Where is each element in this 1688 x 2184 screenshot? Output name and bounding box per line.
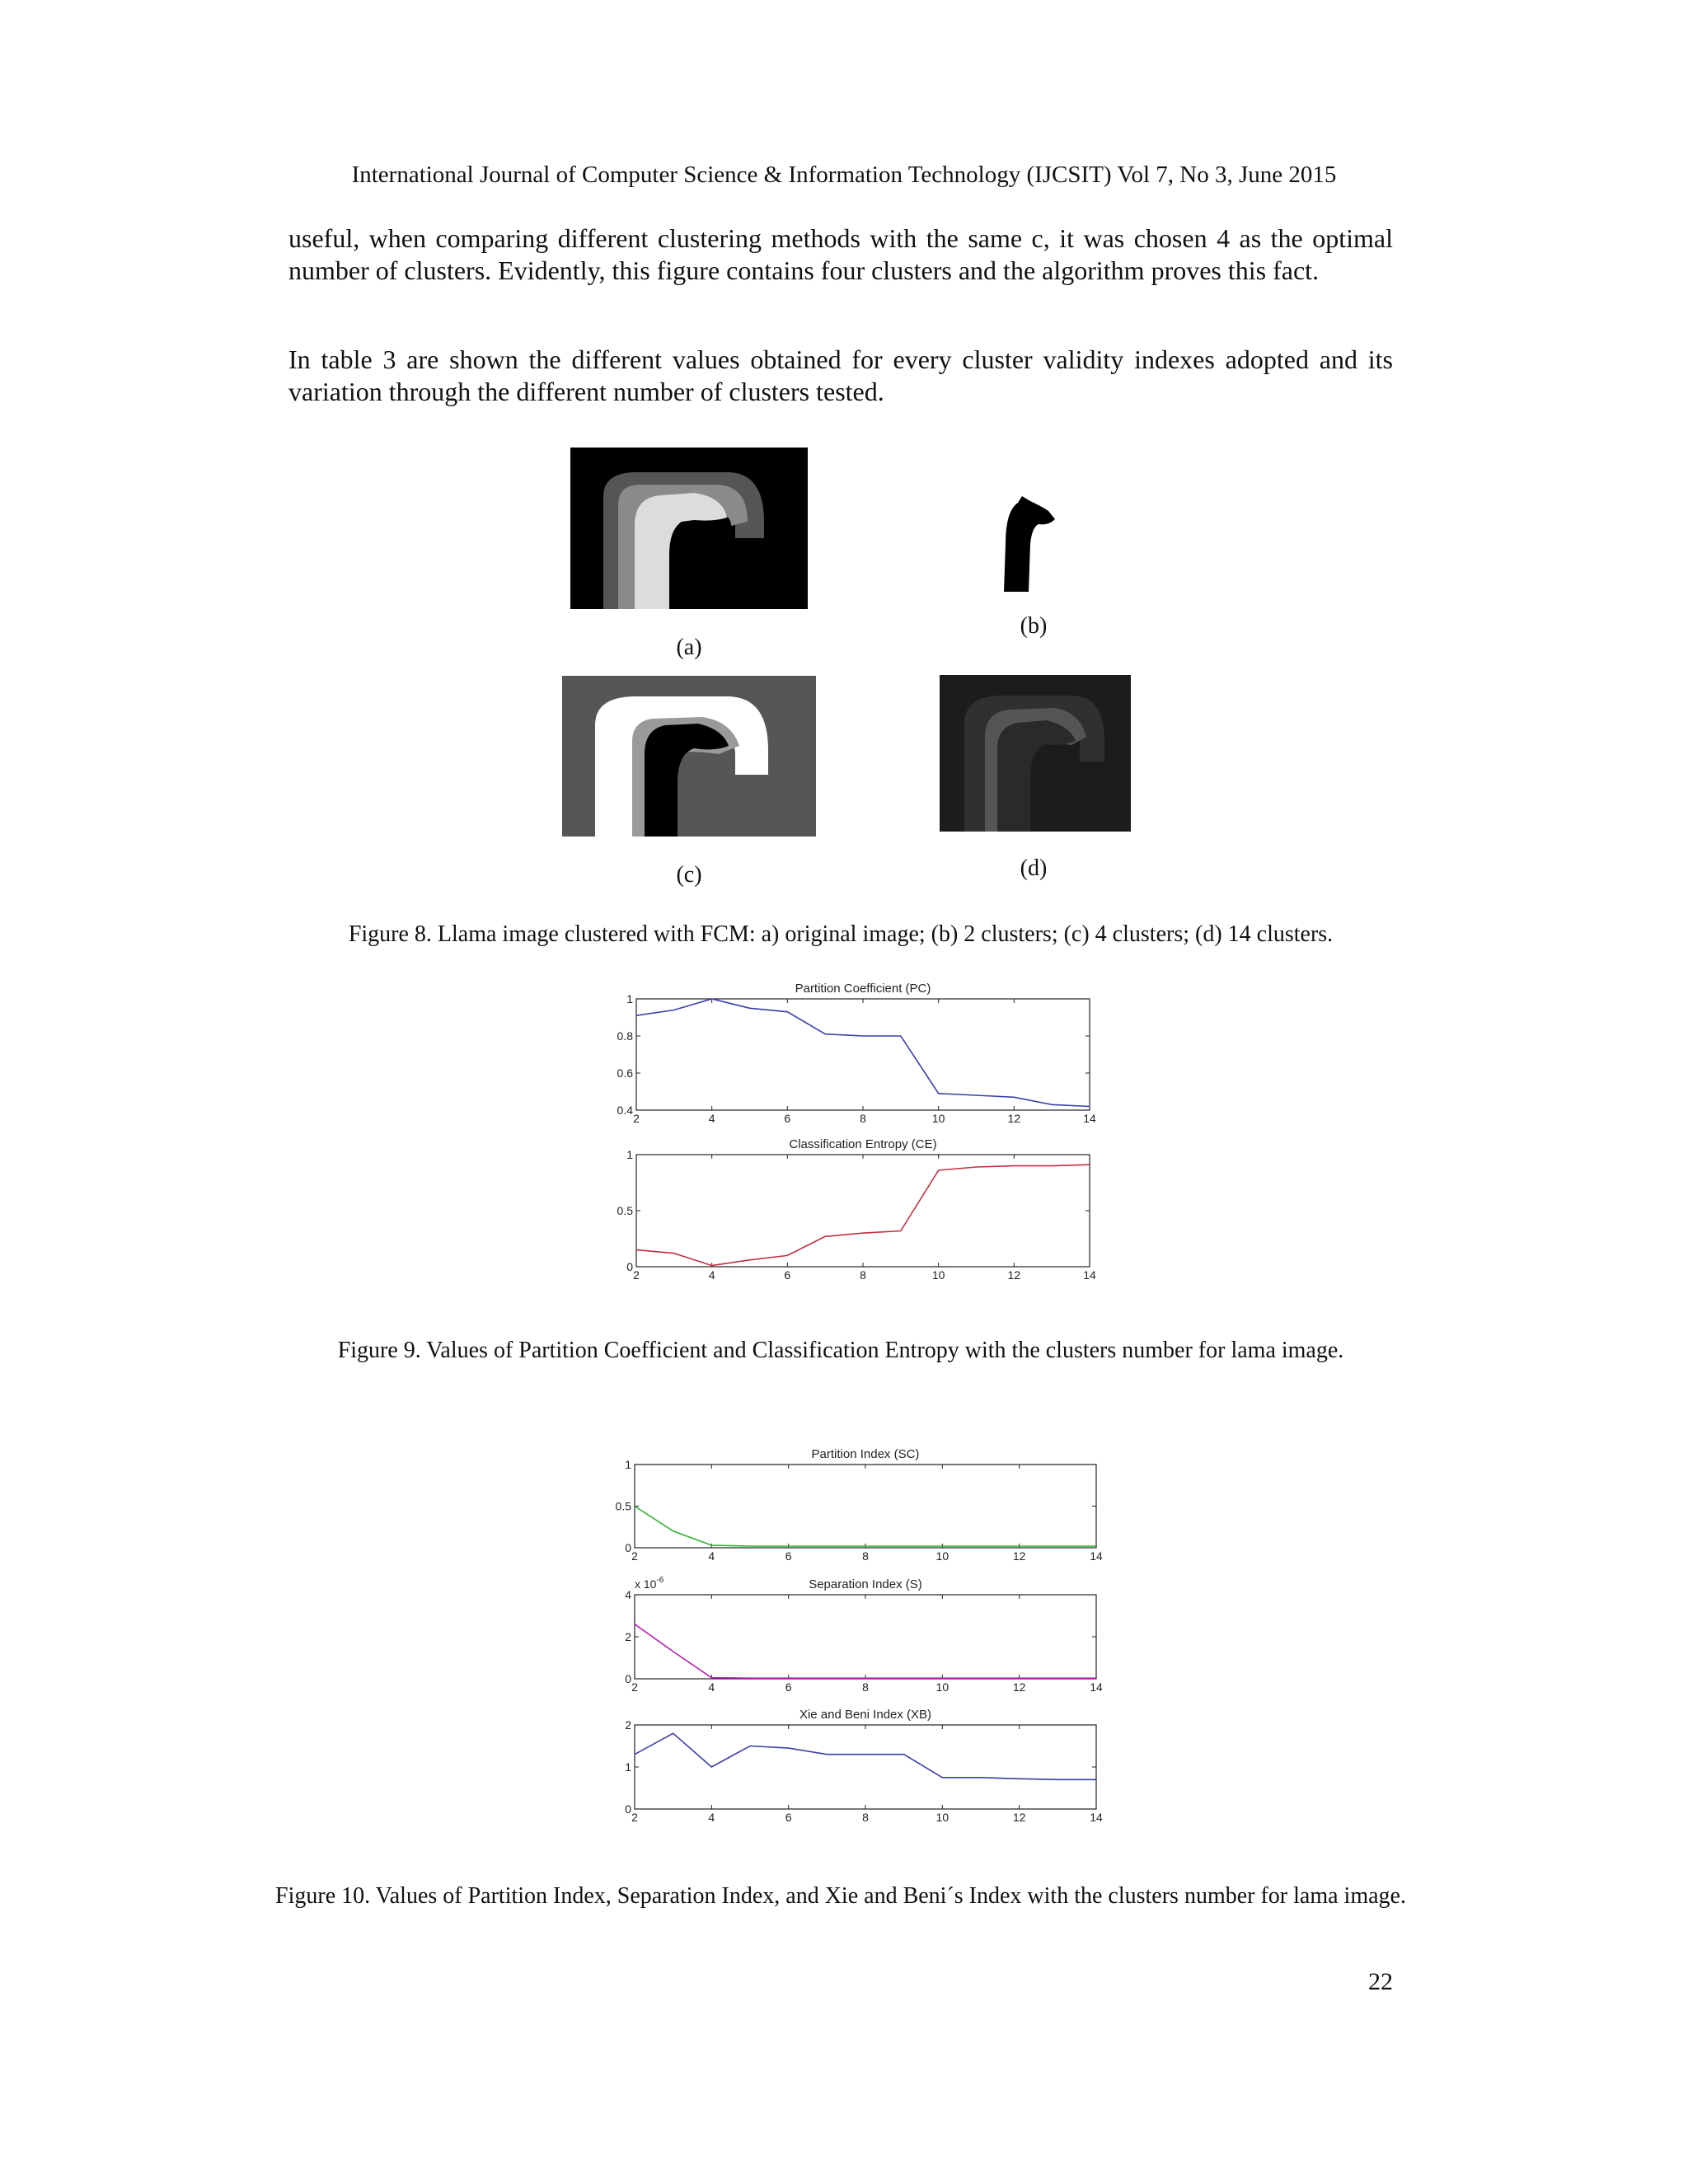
partition-index-chart [616,1447,1103,1563]
y-tick-label: 1 [625,1458,631,1471]
x-tick-label: 10 [931,1112,945,1125]
x-tick-label: 2 [631,1811,638,1824]
y-tick-label: 2 [625,1718,631,1732]
separation-index-chart [625,1577,1103,1694]
y-tick-label: 0.4 [617,1104,633,1117]
y-tick-label: 0 [626,1260,633,1273]
y-tick-label: 0.8 [617,1029,633,1043]
x-tick-label: 4 [708,1268,715,1282]
figure-9-charts [593,979,1096,1292]
chart-title: Xie and Beni Index (XB) [799,1708,932,1722]
x-tick-label: 8 [860,1112,866,1125]
x-tick-label: 10 [935,1680,950,1694]
y-tick-label: 0 [625,1672,631,1685]
paragraph-2: In table 3 are shown the different values obtained for every cluster validity indexes adopted and its variation through the different number of clusters tested. [288,344,1393,406]
chart-title: Partition Index (SC) [811,1447,920,1461]
x-tick-label: 6 [784,1268,791,1282]
subfigure-label-d: (d) [1020,855,1048,881]
y-tick-label: 0 [625,1541,631,1554]
x-tick-label: 14 [1090,1811,1103,1824]
plot-frame [636,1155,1090,1267]
x-tick-label: 12 [1012,1549,1026,1563]
plot-frame [635,1725,1096,1809]
xie-beni-index-chart [625,1708,1103,1824]
x-tick-label: 6 [785,1811,792,1824]
x-tick-label: 8 [862,1811,869,1824]
x-tick-label: 8 [862,1680,869,1694]
llama-original-image [570,448,808,609]
x-tick-label: 10 [935,1811,950,1824]
exponent-power: -6 [656,1576,664,1585]
y-tick-label: 0.5 [615,1499,631,1513]
plot-frame [635,1595,1096,1679]
y-tick-label: 0 [625,1802,631,1816]
figure-9-caption: Figure 9. Values of Partition Coefficient and Classification Entropy with the clusters number for lama image. [337,1338,1344,1363]
x-tick-label: 6 [785,1680,792,1694]
y-tick-label: 1 [626,992,633,1005]
y-tick-label: 0.6 [617,1066,633,1080]
x-tick-label: 14 [1090,1549,1103,1563]
x-tick-label: 12 [1012,1680,1026,1694]
x-tick-label: 8 [860,1268,866,1282]
x-tick-label: 12 [1012,1811,1026,1824]
x-tick-label: 10 [931,1268,945,1282]
y-tick-label: 4 [625,1588,631,1601]
exponent-label [635,1576,664,1591]
y-tick-label: 2 [625,1630,631,1643]
x-tick-label: 6 [785,1549,792,1563]
x-tick-label: 14 [1083,1268,1096,1282]
figure-10-caption: Figure 10. Values of Partition Index, Separation Index, and Xie and Beni´s Index with the clusters number for lama image. [275,1883,1406,1909]
subfigure-label-c: (c) [676,862,702,888]
x-tick-label: 2 [633,1268,640,1282]
x-tick-label: 2 [633,1112,640,1125]
x-tick-label: 2 [631,1680,638,1694]
x-tick-label: 4 [708,1549,715,1563]
exponent-base: x 10 [635,1577,657,1591]
llama-2-clusters-image [997,494,1063,593]
plot-frame [636,999,1090,1110]
chart-title: Partition Coefficient (PC) [795,982,931,996]
subfigure-label-a: (a) [676,635,702,660]
x-tick-label: 6 [784,1112,791,1125]
page-number: 22 [1368,1968,1393,1995]
x-tick-label: 4 [708,1680,715,1694]
figure-10-charts [593,1438,1103,1842]
classification-entropy-chart [617,1137,1096,1282]
x-tick-label: 12 [1007,1268,1021,1282]
subfigure-label-b: (b) [1020,613,1048,639]
x-tick-label: 14 [1090,1680,1103,1694]
paragraph-1: useful, when comparing different clustering methods with the same c, it was chosen 4 as the optimal number of clusters. Evidently, this figure contains four clusters and the algorithm proves this fact. [288,223,1393,285]
x-tick-label: 8 [862,1549,869,1563]
chart-title: Classification Entropy (CE) [789,1137,937,1151]
x-tick-label: 12 [1007,1112,1021,1125]
x-tick-label: 2 [631,1549,638,1563]
chart-title: Separation Index (S) [809,1577,922,1591]
llama-14-clusters-image [940,675,1131,832]
x-tick-label: 10 [935,1549,950,1563]
y-tick-label: 1 [625,1760,631,1774]
journal-header: International Journal of Computer Science & Information Technology (IJCSIT) Vol 7, No 3, June 2015 [351,162,1337,188]
llama-4-clusters-image [562,676,816,837]
x-tick-label: 4 [708,1811,715,1824]
y-tick-label: 0.5 [617,1204,633,1217]
x-tick-label: 4 [708,1112,715,1125]
figure-8-caption: Figure 8. Llama image clustered with FCM: a) original image; (b) 2 clusters; (c) 4 clusters; (d) 14 clusters. [348,921,1334,947]
partition-coefficient-chart [617,982,1096,1125]
y-tick-label: 1 [626,1148,633,1161]
x-tick-label: 14 [1083,1112,1096,1125]
plot-frame [635,1465,1096,1548]
